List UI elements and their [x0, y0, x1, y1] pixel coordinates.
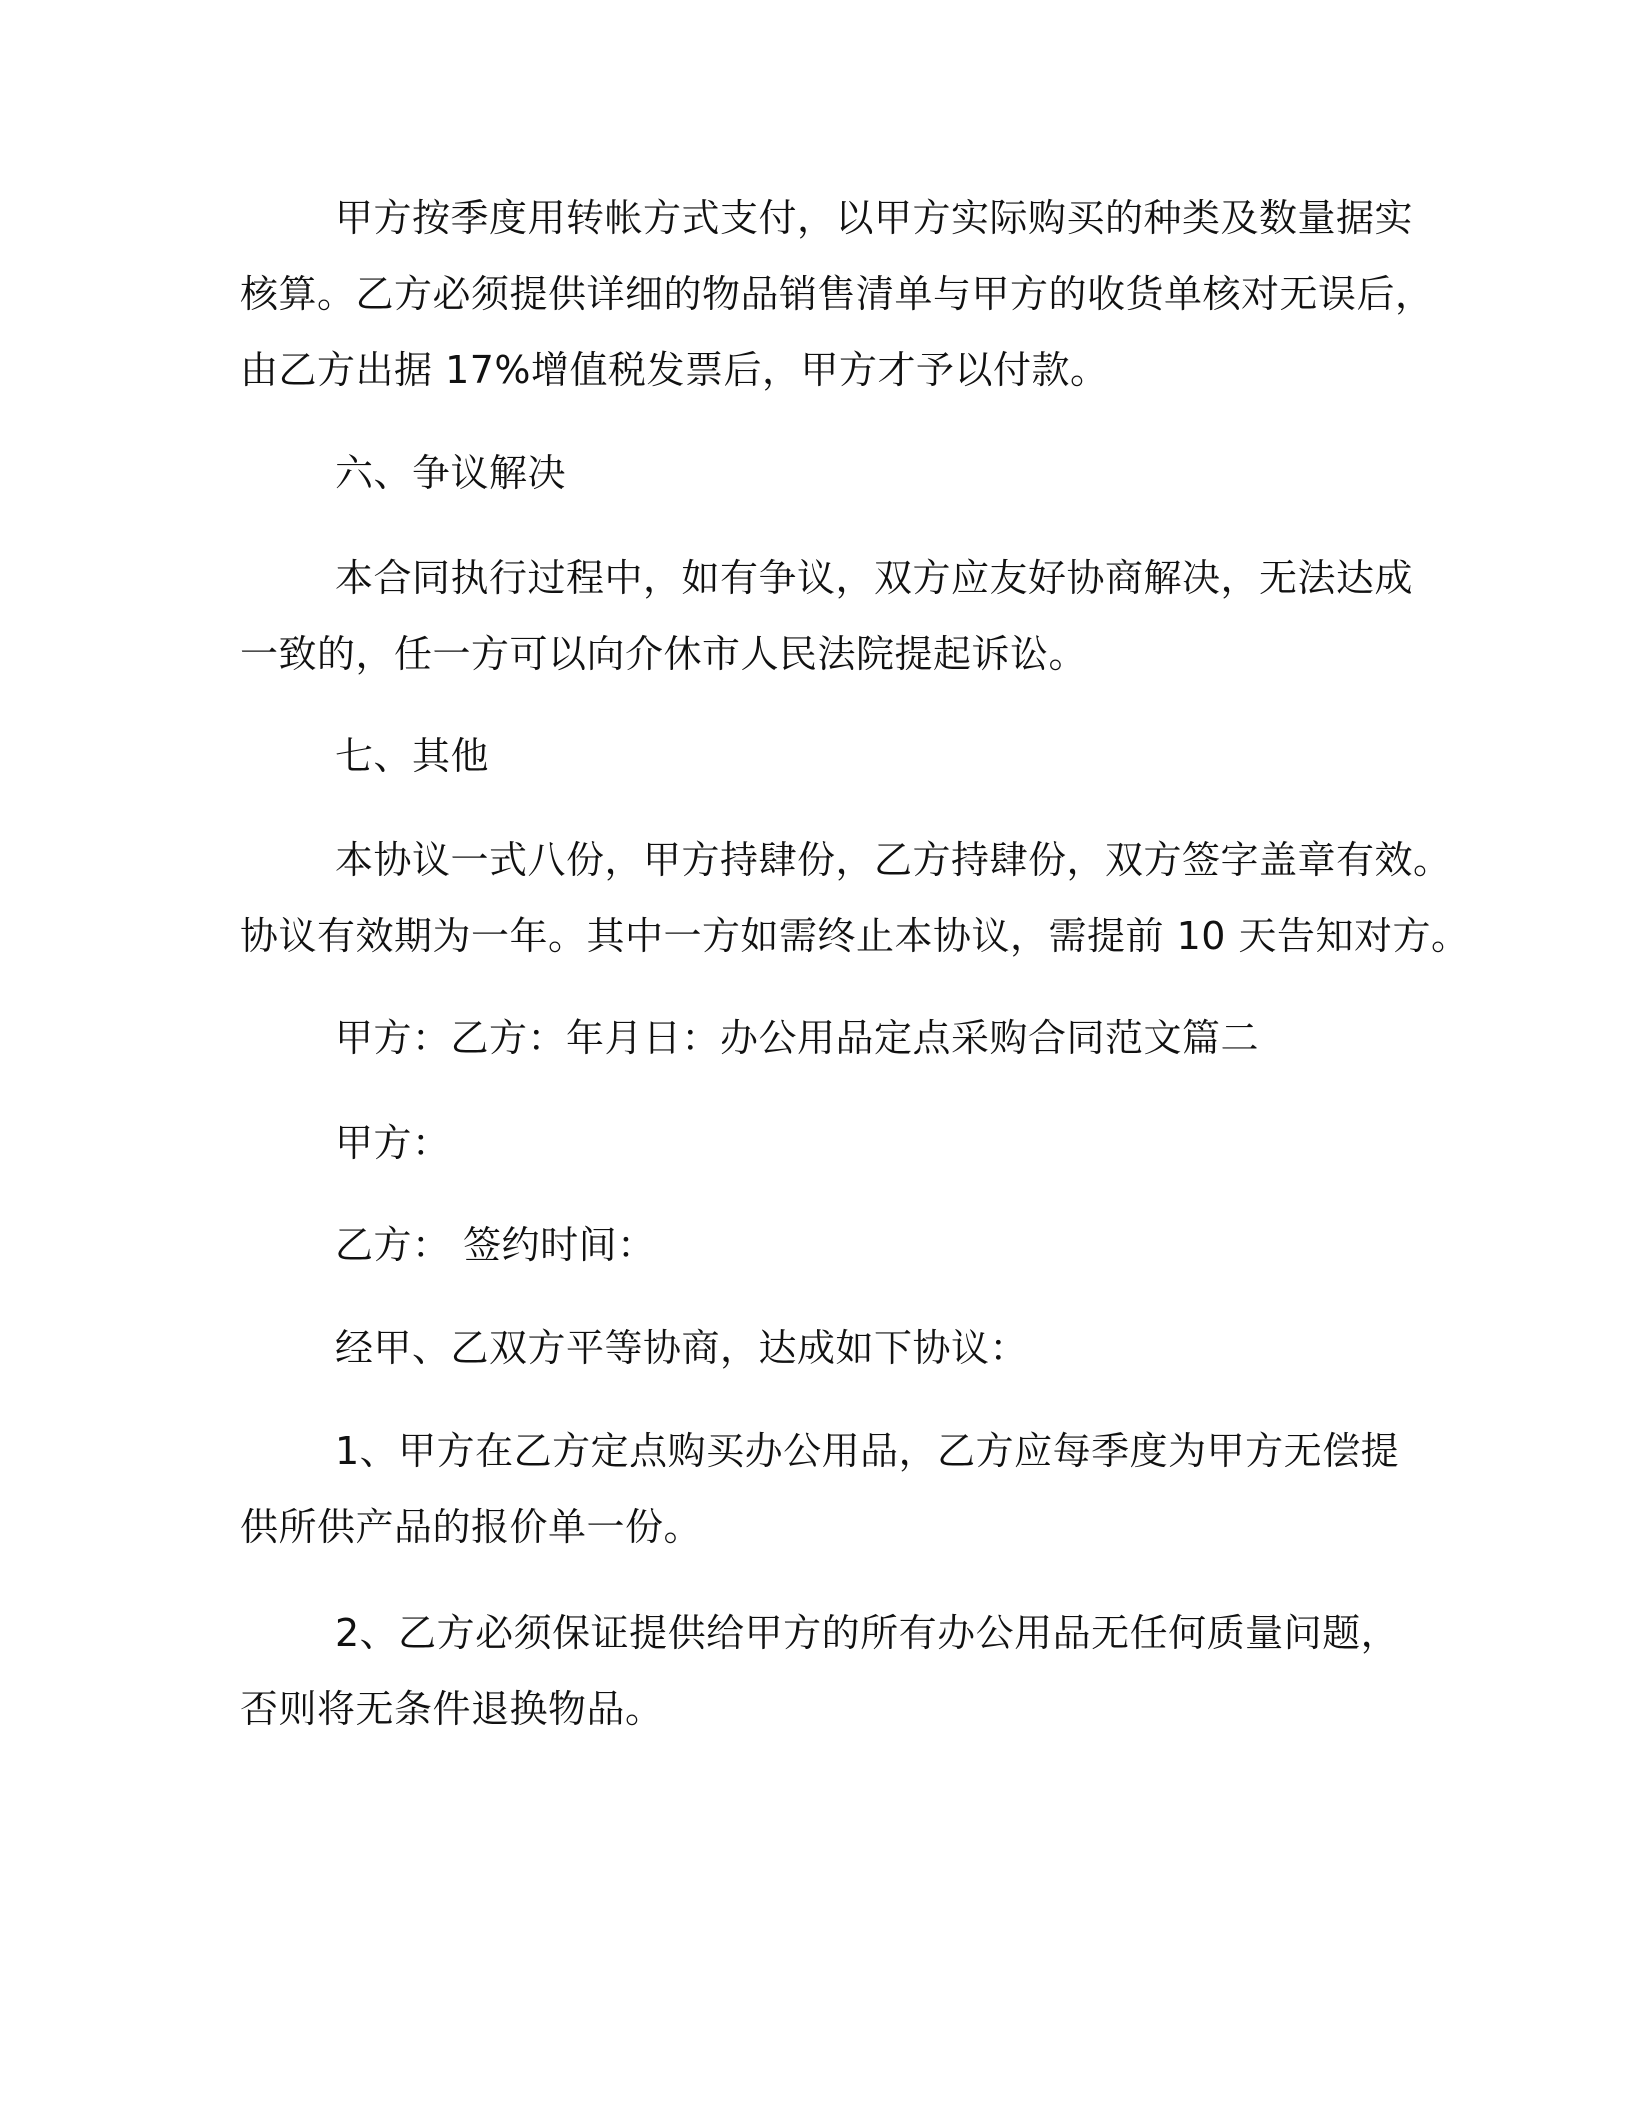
text-line: 1、甲方在乙方定点购买办公用品，乙方应每季度为甲方无偿提 [335, 1429, 1400, 1473]
heading-text: 六、争议解决 [335, 451, 567, 495]
text-line: 2、乙方必须保证提供给甲方的所有办公用品无任何质量问题， [335, 1611, 1400, 1655]
text-line: 甲方： [335, 1121, 451, 1165]
text-line: 乙方： 签约时间： [335, 1223, 656, 1267]
text-line: 本协议一式八份，甲方持肆份，乙方持肆份，双方签字盖章有效。 [335, 838, 1452, 882]
text-line: 供所供产品的报价单一份。 [240, 1505, 703, 1549]
section-heading-seven [240, 718, 1420, 794]
text-line: 否则将无条件退换物品。 [240, 1687, 664, 1731]
text-line: 由乙方出据 17%增值税发票后，甲方才予以付款。 [240, 348, 1109, 392]
text-line: 一致的，任一方可以向介休市人民法院提起诉讼。 [240, 632, 1088, 676]
party-a-line [240, 1105, 1420, 1181]
clause-2 [240, 1595, 1420, 1747]
paragraph-dispute [240, 540, 1420, 692]
party-b-sign-time-line [240, 1207, 1420, 1283]
text-line: 本合同执行过程中，如有争议，双方应友好协商解决，无法达成 [335, 556, 1414, 600]
text-line: 核算。乙方必须提供详细的物品销售清单与甲方的收货单核对无误后， [240, 272, 1434, 316]
paragraph-other [240, 822, 1470, 974]
text-line: 经甲、乙双方平等协商，达成如下协议： [335, 1326, 1029, 1370]
section-heading-six [240, 435, 1420, 511]
clause-1 [240, 1413, 1420, 1565]
agreement-intro [240, 1310, 1420, 1386]
paragraph-payment [240, 180, 1434, 408]
text-line: 协议有效期为一年。其中一方如需终止本协议，需提前 10 天告知对方。 [240, 914, 1470, 958]
signatures-title [240, 1000, 1420, 1076]
heading-text: 七、其他 [335, 734, 490, 778]
text-line: 甲方按季度用转帐方式支付，以甲方实际购买的种类及数量据实 [335, 196, 1414, 240]
text-line: 甲方：乙方：年月日：办公用品定点采购合同范文篇二 [335, 1016, 1260, 1060]
